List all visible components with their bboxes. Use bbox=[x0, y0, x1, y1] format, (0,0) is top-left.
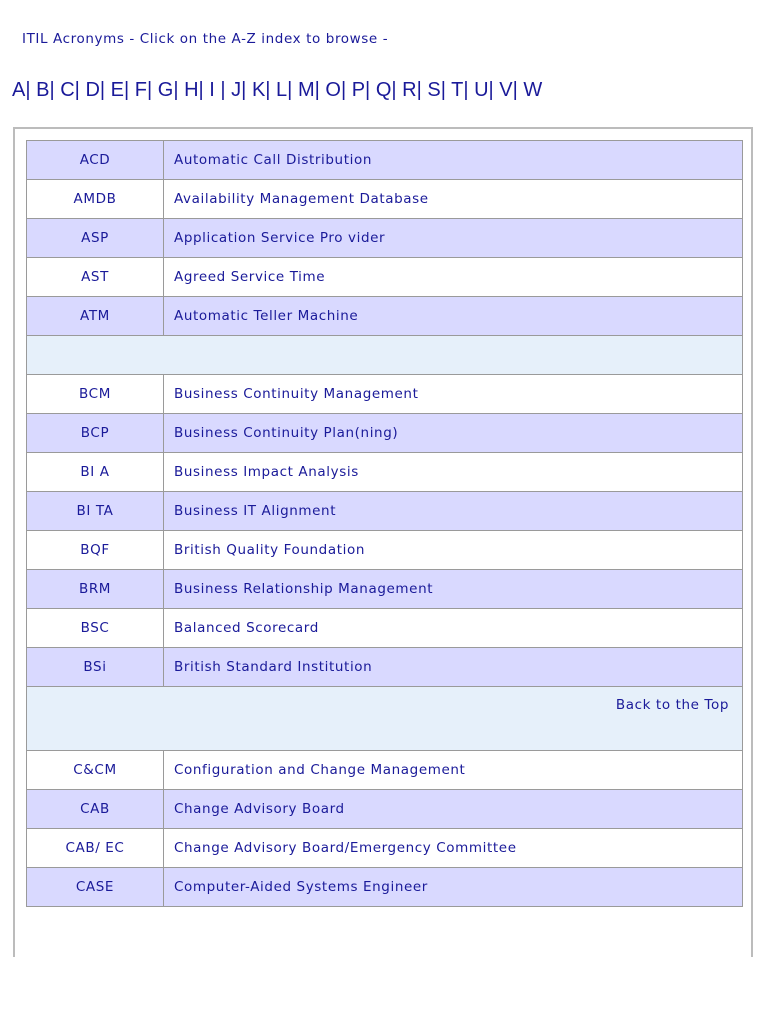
acronym-meaning: British Standard Institution bbox=[164, 648, 743, 687]
table-row bbox=[27, 648, 743, 687]
separator: | bbox=[74, 79, 86, 101]
acronym-code: CAB/ EC bbox=[27, 829, 164, 868]
separator: | bbox=[340, 79, 352, 101]
az-link-f[interactable]: F bbox=[134, 79, 147, 101]
az-link-s[interactable]: S bbox=[427, 79, 441, 101]
acronym-code: ASP bbox=[27, 219, 164, 258]
acronym-code: BI A bbox=[27, 453, 164, 492]
acronym-code: BQF bbox=[27, 531, 164, 570]
az-index bbox=[12, 79, 542, 102]
acronym-code: BSi bbox=[27, 648, 164, 687]
acronym-meaning: Business Continuity Management bbox=[164, 375, 743, 414]
back-to-top-row bbox=[27, 687, 743, 751]
separator: | bbox=[124, 79, 135, 101]
separator: | bbox=[463, 79, 475, 101]
table-row bbox=[27, 609, 743, 648]
az-link-u[interactable]: U bbox=[474, 79, 489, 101]
az-link-v[interactable]: V bbox=[499, 79, 513, 101]
acronym-meaning: Computer-Aided Systems Engineer bbox=[164, 868, 743, 907]
separator: | bbox=[512, 79, 524, 101]
table-row bbox=[27, 790, 743, 829]
acronym-code: BCP bbox=[27, 414, 164, 453]
separator: | bbox=[416, 79, 428, 101]
separator: | bbox=[25, 79, 37, 101]
az-link-k[interactable]: K bbox=[251, 79, 266, 101]
table-row bbox=[27, 141, 743, 180]
table-row bbox=[27, 453, 743, 492]
separator: | bbox=[198, 79, 210, 101]
acronym-code: ATM bbox=[27, 297, 164, 336]
acronym-meaning: Automatic Call Distribution bbox=[164, 141, 743, 180]
az-link-h[interactable]: H bbox=[184, 79, 199, 101]
acronym-code: BSC bbox=[27, 609, 164, 648]
acronym-meaning: British Quality Foundation bbox=[164, 531, 743, 570]
az-link-b[interactable]: B bbox=[36, 79, 50, 101]
az-link-o[interactable]: O bbox=[325, 79, 341, 101]
az-link-q[interactable]: Q bbox=[375, 79, 392, 101]
az-link-e[interactable]: E bbox=[110, 79, 124, 101]
acronym-table bbox=[26, 140, 743, 907]
acronym-meaning: Agreed Service Time bbox=[164, 258, 743, 297]
back-to-top-cell bbox=[27, 687, 743, 751]
acronym-code: AMDB bbox=[27, 180, 164, 219]
acronym-meaning: Availability Management Database bbox=[164, 180, 743, 219]
separator: | bbox=[99, 79, 111, 101]
acronym-meaning: Automatic Teller Machine bbox=[164, 297, 743, 336]
acronym-code: BCM bbox=[27, 375, 164, 414]
az-link-t[interactable]: T bbox=[451, 79, 464, 101]
acronym-code: BI TA bbox=[27, 492, 164, 531]
table-row bbox=[27, 751, 743, 790]
az-link-r[interactable]: R bbox=[402, 79, 417, 101]
acronym-meaning: Business Continuity Plan(ning) bbox=[164, 414, 743, 453]
separator: | bbox=[49, 79, 61, 101]
az-link-a[interactable]: A bbox=[12, 79, 26, 101]
separator: | bbox=[314, 79, 326, 101]
acronym-code: BRM bbox=[27, 570, 164, 609]
az-link-i[interactable]: I bbox=[209, 79, 215, 101]
separator: | bbox=[173, 79, 185, 101]
az-link-g[interactable]: G bbox=[157, 79, 174, 101]
table-row bbox=[27, 375, 743, 414]
separator: | bbox=[214, 79, 232, 101]
acronym-code: ACD bbox=[27, 141, 164, 180]
acronym-meaning: Change Advisory Board/Emergency Committee bbox=[164, 829, 743, 868]
acronym-meaning: Configuration and Change Management bbox=[164, 751, 743, 790]
table-row bbox=[27, 492, 743, 531]
table-row bbox=[27, 180, 743, 219]
separator: | bbox=[241, 79, 252, 101]
separator: | bbox=[391, 79, 403, 101]
intro-text: ITIL Acronyms - Click on the A-Z index to browse - bbox=[22, 31, 389, 47]
acronym-meaning: Business IT Alignment bbox=[164, 492, 743, 531]
separator: | bbox=[488, 79, 500, 101]
section-divider bbox=[27, 336, 743, 375]
table-row bbox=[27, 297, 743, 336]
az-link-c[interactable]: C bbox=[60, 79, 75, 101]
acronym-meaning: Balanced Scorecard bbox=[164, 609, 743, 648]
az-link-j[interactable]: J bbox=[231, 79, 242, 101]
az-link-w[interactable]: W bbox=[523, 79, 543, 101]
table-row bbox=[27, 258, 743, 297]
table-row bbox=[27, 219, 743, 258]
acronym-code: CAB bbox=[27, 790, 164, 829]
separator: | bbox=[440, 79, 452, 101]
section-divider-cell bbox=[27, 336, 743, 375]
az-link-d[interactable]: D bbox=[85, 79, 100, 101]
table-row bbox=[27, 829, 743, 868]
az-link-l[interactable]: L bbox=[276, 79, 288, 101]
back-to-top-link[interactable]: Back to the Top bbox=[615, 697, 729, 713]
table-row bbox=[27, 531, 743, 570]
acronym-meaning: Application Service Pro vider bbox=[164, 219, 743, 258]
az-link-m[interactable]: M bbox=[297, 79, 315, 101]
table-row bbox=[27, 414, 743, 453]
acronym-meaning: Business Relationship Management bbox=[164, 570, 743, 609]
separator: | bbox=[146, 79, 158, 101]
separator: | bbox=[265, 79, 277, 101]
az-link-p[interactable]: P bbox=[351, 79, 366, 101]
acronym-code: CASE bbox=[27, 868, 164, 907]
table-row bbox=[27, 868, 743, 907]
separator: | bbox=[287, 79, 298, 101]
acronym-code: AST bbox=[27, 258, 164, 297]
table-row bbox=[27, 570, 743, 609]
acronym-meaning: Change Advisory Board bbox=[164, 790, 743, 829]
acronym-meaning: Business Impact Analysis bbox=[164, 453, 743, 492]
acronym-code: C&CM bbox=[27, 751, 164, 790]
separator: | bbox=[365, 79, 376, 101]
